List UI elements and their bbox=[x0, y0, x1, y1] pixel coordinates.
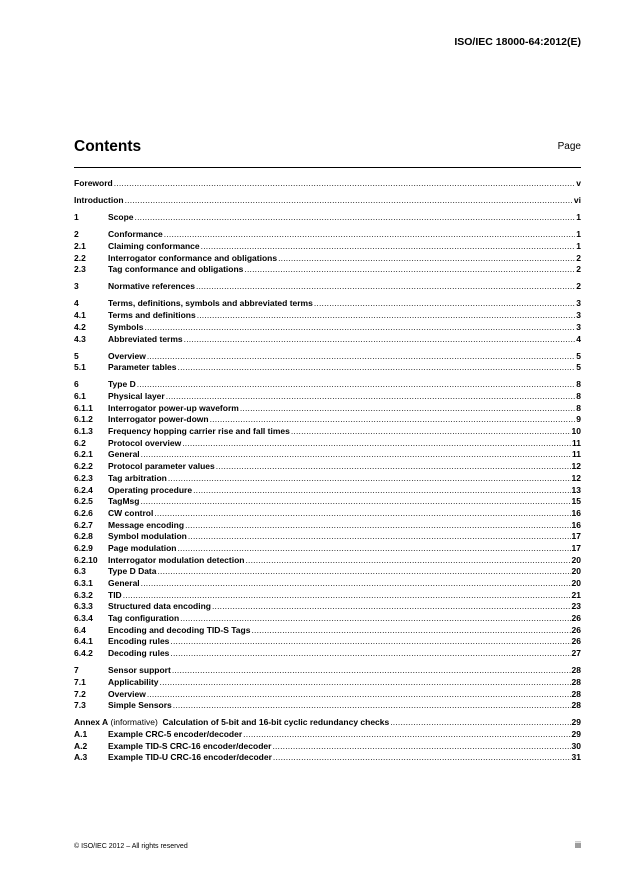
divider bbox=[74, 167, 581, 168]
toc-entry-page: vi bbox=[573, 195, 581, 206]
toc-entry[interactable] bbox=[74, 689, 581, 701]
toc-entry-page: 12 bbox=[571, 461, 581, 472]
toc-entry-page: 30 bbox=[571, 740, 581, 751]
toc-entry-title: Foreword bbox=[74, 178, 113, 188]
toc-entry-page: 5 bbox=[576, 350, 581, 361]
toc-entry-number: 6.2.8 bbox=[74, 531, 93, 542]
toc-entry[interactable] bbox=[74, 601, 581, 613]
toc-entry-page: 20 bbox=[571, 566, 581, 577]
toc-entry[interactable] bbox=[74, 485, 581, 497]
toc-entry-page: 11 bbox=[572, 437, 581, 448]
leader-dots bbox=[154, 508, 570, 520]
toc-entry[interactable] bbox=[74, 212, 581, 224]
toc-entry-title: Protocol overview bbox=[108, 437, 182, 448]
toc-entry-title: Tag configuration bbox=[108, 613, 180, 624]
toc-entry-title: Message encoding bbox=[108, 519, 185, 530]
leader-dots bbox=[390, 717, 570, 729]
toc-entry-number: 2 bbox=[74, 229, 79, 240]
toc-entry-title: Overview bbox=[108, 350, 146, 361]
annex-title: Calculation of 5-bit and 16-bit cyclic redundancy checks bbox=[162, 717, 390, 728]
leader-dots bbox=[244, 264, 575, 276]
toc-rows bbox=[74, 178, 581, 712]
toc-entry-number: 6.2.4 bbox=[74, 484, 93, 495]
toc-entry-number: 6.2.7 bbox=[74, 519, 93, 530]
toc-entry-page: 2 bbox=[576, 252, 581, 263]
toc-entry-page: 4 bbox=[576, 333, 581, 344]
toc-entry[interactable] bbox=[74, 741, 581, 753]
toc-entry-page: 17 bbox=[571, 542, 581, 553]
toc-entry[interactable] bbox=[74, 461, 581, 473]
toc-entry[interactable] bbox=[74, 253, 581, 265]
annex-page: 29 bbox=[571, 717, 581, 728]
toc-entry[interactable] bbox=[74, 648, 581, 660]
toc-entry-page: 20 bbox=[571, 554, 581, 565]
toc-entry-page: 10 bbox=[571, 426, 581, 437]
toc-entry-title: Sensor support bbox=[108, 665, 171, 676]
leader-dots bbox=[251, 625, 570, 637]
toc-entry-number: A.1 bbox=[74, 729, 88, 740]
leader-dots bbox=[182, 438, 571, 450]
toc-entry-page: 1 bbox=[576, 240, 581, 251]
toc-entry-page: 21 bbox=[571, 589, 581, 600]
toc-entry-title: Type D Data bbox=[108, 566, 157, 577]
toc-entry-number: 4.2 bbox=[74, 321, 86, 332]
toc-entry[interactable] bbox=[74, 281, 581, 293]
toc-entry-title: Operating procedure bbox=[108, 484, 193, 495]
toc-entry-page: 13 bbox=[571, 484, 581, 495]
toc-entry[interactable] bbox=[74, 531, 581, 543]
leader-dots bbox=[168, 473, 571, 485]
toc-entry-page: 8 bbox=[576, 379, 581, 390]
copyright-footer: © ISO/IEC 2012 – All rights reserved bbox=[74, 843, 188, 850]
leader-dots bbox=[141, 578, 571, 590]
toc-entry[interactable] bbox=[74, 310, 581, 322]
toc-entry-number: 2.1 bbox=[74, 240, 86, 251]
toc-entry[interactable] bbox=[74, 566, 581, 578]
toc-entry[interactable] bbox=[74, 414, 581, 426]
toc-entry-number: 6.2.3 bbox=[74, 472, 93, 483]
toc-entry-number: 6.4.1 bbox=[74, 636, 93, 647]
toc-entry-number: 7.2 bbox=[74, 688, 86, 699]
toc-entry-page: 1 bbox=[576, 229, 581, 240]
leader-dots bbox=[180, 613, 570, 625]
toc-entry-title: Normative references bbox=[108, 281, 195, 292]
leader-dots bbox=[125, 195, 573, 207]
toc-entry-number: A.3 bbox=[74, 752, 88, 763]
toc-entry-title: Tag arbitration bbox=[108, 472, 167, 483]
leader-dots bbox=[273, 752, 571, 764]
toc-entry-title: Decoding rules bbox=[108, 648, 170, 659]
toc-entry-title: Simple Sensors bbox=[108, 700, 172, 711]
toc-entry-page: 1 bbox=[576, 212, 581, 223]
toc-entry-title: Conformance bbox=[108, 229, 163, 240]
toc-entry-title: Scope bbox=[108, 212, 134, 223]
toc-entry-page: 28 bbox=[571, 688, 581, 699]
toc-entry-page: 27 bbox=[571, 648, 581, 659]
leader-dots bbox=[212, 601, 571, 613]
leader-dots bbox=[178, 362, 576, 374]
toc-entry-title: Tag conformance and obligations bbox=[108, 264, 244, 275]
toc-entry[interactable] bbox=[74, 590, 581, 602]
toc-entry-number: 7.1 bbox=[74, 676, 86, 687]
toc-entry[interactable] bbox=[74, 362, 581, 374]
toc-entry-number: 6.1.1 bbox=[74, 402, 93, 413]
toc-entry-page: 26 bbox=[571, 624, 581, 635]
toc-entry-number: 2.2 bbox=[74, 252, 86, 263]
toc-entry-title: Symbol modulation bbox=[108, 531, 187, 542]
toc-entry-title: Page modulation bbox=[108, 542, 177, 553]
leader-dots bbox=[196, 281, 575, 293]
toc-entry-number: 5.1 bbox=[74, 362, 86, 373]
leader-dots bbox=[210, 414, 576, 426]
leader-dots bbox=[170, 648, 570, 660]
toc-entry-title: Example CRC-5 encoder/decoder bbox=[108, 729, 243, 740]
toc-entry-number: 6.3.3 bbox=[74, 601, 93, 612]
toc-entry[interactable] bbox=[74, 555, 581, 567]
toc-entry-page: 3 bbox=[576, 310, 581, 321]
toc-entry-title: Interrogator power-down bbox=[108, 414, 209, 425]
toc-entry[interactable] bbox=[74, 473, 581, 485]
toc-entry-page: 28 bbox=[571, 676, 581, 687]
toc-entry-number: 6.1.3 bbox=[74, 426, 93, 437]
toc-entry-page: 20 bbox=[571, 578, 581, 589]
page-number: iii bbox=[575, 840, 581, 850]
toc-entry-page: 31 bbox=[571, 752, 581, 763]
toc-entry-title: Physical layer bbox=[108, 391, 165, 402]
toc-entry[interactable] bbox=[74, 665, 581, 677]
leader-dots bbox=[164, 229, 575, 241]
leader-dots bbox=[140, 496, 570, 508]
toc-entry-number: 6.1 bbox=[74, 391, 86, 402]
toc-entry-title: Example TID-S CRC-16 encoder/decoder bbox=[108, 740, 272, 751]
toc-entry[interactable] bbox=[74, 578, 581, 590]
leader-dots bbox=[158, 566, 571, 578]
toc-entry-title: Interrogator power-up waveform bbox=[108, 402, 239, 413]
leader-dots bbox=[278, 253, 575, 265]
toc-entry[interactable] bbox=[74, 229, 581, 241]
toc-entry-number: 6.2.6 bbox=[74, 507, 93, 518]
toc-entry-page: 8 bbox=[576, 402, 581, 413]
toc-entry-page: 3 bbox=[576, 298, 581, 309]
toc-entry[interactable] bbox=[74, 729, 581, 741]
toc-entry-number: 6.2.5 bbox=[74, 496, 93, 507]
toc-entry-page: 28 bbox=[571, 700, 581, 711]
contents-title: Contents bbox=[74, 138, 142, 155]
toc-entry[interactable] bbox=[74, 403, 581, 415]
toc-entry-number: 6.1.2 bbox=[74, 414, 93, 425]
toc-entry-title: Interrogator conformance and obligations bbox=[108, 252, 278, 263]
toc-entry[interactable] bbox=[74, 379, 581, 391]
toc-entry[interactable] bbox=[74, 520, 581, 532]
leader-dots bbox=[177, 543, 570, 555]
toc-entry-number: 6.3.1 bbox=[74, 578, 93, 589]
toc-entry[interactable] bbox=[74, 351, 581, 363]
toc-entry[interactable] bbox=[74, 613, 581, 625]
toc-entry[interactable] bbox=[74, 700, 581, 712]
toc-entry-title: Terms, definitions, symbols and abbreviated terms bbox=[108, 298, 313, 309]
toc-entry-number: 5 bbox=[74, 350, 79, 361]
toc-entry[interactable] bbox=[74, 334, 581, 346]
toc-entry-page: 29 bbox=[571, 729, 581, 740]
leader-dots bbox=[137, 379, 576, 391]
leader-dots bbox=[144, 322, 575, 334]
toc-entry-page: 16 bbox=[571, 519, 581, 530]
toc-entry-number: 2.3 bbox=[74, 264, 86, 275]
toc-entry-page: v bbox=[576, 178, 581, 188]
toc-entry-title: TagMsg bbox=[108, 496, 140, 507]
leader-dots bbox=[197, 310, 576, 322]
toc-entry[interactable] bbox=[74, 298, 581, 310]
leader-dots bbox=[135, 212, 576, 224]
leader-dots bbox=[147, 689, 571, 701]
leader-dots bbox=[160, 677, 571, 689]
toc-entry[interactable] bbox=[74, 677, 581, 689]
toc-entry-title: Interrogator modulation detection bbox=[108, 554, 245, 565]
toc-entry-number: 6.4 bbox=[74, 624, 86, 635]
toc-entry-number: 1 bbox=[74, 212, 79, 223]
toc-entry[interactable] bbox=[74, 264, 581, 276]
toc-entry-number: 6.2.1 bbox=[74, 449, 93, 460]
toc-entry[interactable] bbox=[74, 449, 581, 461]
toc-entry-number: 6.3.4 bbox=[74, 613, 93, 624]
toc-entry-number: 3 bbox=[74, 281, 79, 292]
toc-entry-number: 7 bbox=[74, 665, 79, 676]
toc-entry-page: 8 bbox=[576, 391, 581, 402]
toc-entry-page: 3 bbox=[576, 321, 581, 332]
toc-entry-page: 11 bbox=[572, 449, 581, 460]
toc-entry-title: Type D bbox=[108, 379, 136, 390]
leader-dots bbox=[184, 334, 576, 346]
table-of-contents bbox=[74, 178, 581, 764]
toc-entry[interactable] bbox=[74, 241, 581, 253]
leader-dots bbox=[170, 636, 570, 648]
toc-entry-number: 4.3 bbox=[74, 333, 86, 344]
toc-entry[interactable] bbox=[74, 508, 581, 520]
toc-entry-annex-a[interactable] bbox=[74, 717, 581, 729]
toc-entry[interactable] bbox=[74, 636, 581, 648]
toc-entry-number: 6.3 bbox=[74, 566, 86, 577]
toc-entry-title: Terms and definitions bbox=[108, 310, 196, 321]
toc-entry-title: Applicability bbox=[108, 676, 159, 687]
toc-entry-number: A.2 bbox=[74, 740, 88, 751]
toc-entry-number: 6.4.2 bbox=[74, 648, 93, 659]
toc-entry-number: 4 bbox=[74, 298, 79, 309]
toc-entry[interactable] bbox=[74, 438, 581, 450]
toc-entry-number: 6.2.9 bbox=[74, 542, 93, 553]
leader-dots bbox=[245, 555, 570, 567]
toc-entry-page: 2 bbox=[576, 264, 581, 275]
toc-entry-title: Symbols bbox=[108, 321, 144, 332]
toc-entry-page: 5 bbox=[576, 362, 581, 373]
toc-entry-page: 26 bbox=[571, 613, 581, 624]
toc-entry-page: 26 bbox=[571, 636, 581, 647]
toc-entry-number: 6 bbox=[74, 379, 79, 390]
toc-entry-title: Structured data encoding bbox=[108, 601, 211, 612]
toc-entry[interactable] bbox=[74, 543, 581, 555]
toc-entry-page: 23 bbox=[571, 601, 581, 612]
toc-entry-title: Abbreviated terms bbox=[108, 333, 183, 344]
toc-entry-number: 6.2.10 bbox=[74, 554, 98, 565]
page-column-label: Page bbox=[557, 141, 581, 152]
toc-entry-number: 4.1 bbox=[74, 310, 86, 321]
toc-entry-page: 16 bbox=[571, 507, 581, 518]
toc-entry-page: 2 bbox=[576, 281, 581, 292]
toc-entry-title: General bbox=[108, 578, 140, 589]
toc-entry-title: Encoding and decoding TID-S Tags bbox=[108, 624, 251, 635]
toc-entry[interactable] bbox=[74, 496, 581, 508]
leader-dots bbox=[166, 391, 576, 403]
toc-entry-title: TID bbox=[108, 589, 122, 600]
leader-dots bbox=[147, 351, 575, 363]
toc-entry-title: Parameter tables bbox=[108, 362, 177, 373]
toc-entry-title: Protocol parameter values bbox=[108, 461, 215, 472]
leader-dots bbox=[114, 178, 576, 190]
toc-entry-title: Example TID-U CRC-16 encoder/decoder bbox=[108, 752, 272, 763]
toc-entry-title: Claiming conformance bbox=[108, 240, 200, 251]
toc-entry-title: Encoding rules bbox=[108, 636, 170, 647]
toc-entry-title: General bbox=[108, 449, 140, 460]
toc-entry[interactable] bbox=[74, 178, 581, 190]
toc-entry-page: 15 bbox=[571, 496, 581, 507]
toc-entry-page: 9 bbox=[576, 414, 581, 425]
leader-dots bbox=[188, 531, 571, 543]
toc-entry-page: 17 bbox=[571, 531, 581, 542]
toc-entry[interactable] bbox=[74, 625, 581, 637]
leader-dots bbox=[185, 520, 570, 532]
toc-entry-page: 12 bbox=[571, 472, 581, 483]
leader-dots bbox=[243, 729, 570, 741]
leader-dots bbox=[123, 590, 571, 602]
toc-entry-number: 6.2 bbox=[74, 437, 86, 448]
leader-dots bbox=[141, 449, 571, 461]
document-id-header: ISO/IEC 18000-64:2012(E) bbox=[454, 36, 581, 48]
toc-entry-number: 7.3 bbox=[74, 700, 86, 711]
toc-entry-page: 28 bbox=[571, 665, 581, 676]
toc-entry[interactable] bbox=[74, 391, 581, 403]
leader-dots bbox=[314, 298, 575, 310]
leader-dots bbox=[201, 241, 576, 253]
toc-entry-title: CW control bbox=[108, 507, 154, 518]
annex-label: Annex A bbox=[74, 717, 109, 728]
leader-dots bbox=[172, 665, 571, 677]
leader-dots bbox=[240, 403, 575, 415]
leader-dots bbox=[272, 741, 570, 753]
leader-dots bbox=[193, 485, 570, 497]
toc-entry[interactable] bbox=[74, 195, 581, 207]
leader-dots bbox=[291, 426, 571, 438]
toc-entry[interactable] bbox=[74, 322, 581, 334]
leader-dots bbox=[173, 700, 571, 712]
toc-entry-number: 6.2.2 bbox=[74, 461, 93, 472]
toc-entry-number: 6.3.2 bbox=[74, 589, 93, 600]
leader-dots bbox=[216, 461, 571, 473]
toc-entry-title: Introduction bbox=[74, 195, 124, 206]
toc-entry[interactable] bbox=[74, 752, 581, 764]
annex-note: (informative) bbox=[110, 717, 158, 728]
annex-rows bbox=[74, 729, 581, 764]
toc-entry-title: Frequency hopping carrier rise and fall times bbox=[108, 426, 290, 437]
toc-entry[interactable] bbox=[74, 426, 581, 438]
toc-entry-title: Overview bbox=[108, 688, 146, 699]
